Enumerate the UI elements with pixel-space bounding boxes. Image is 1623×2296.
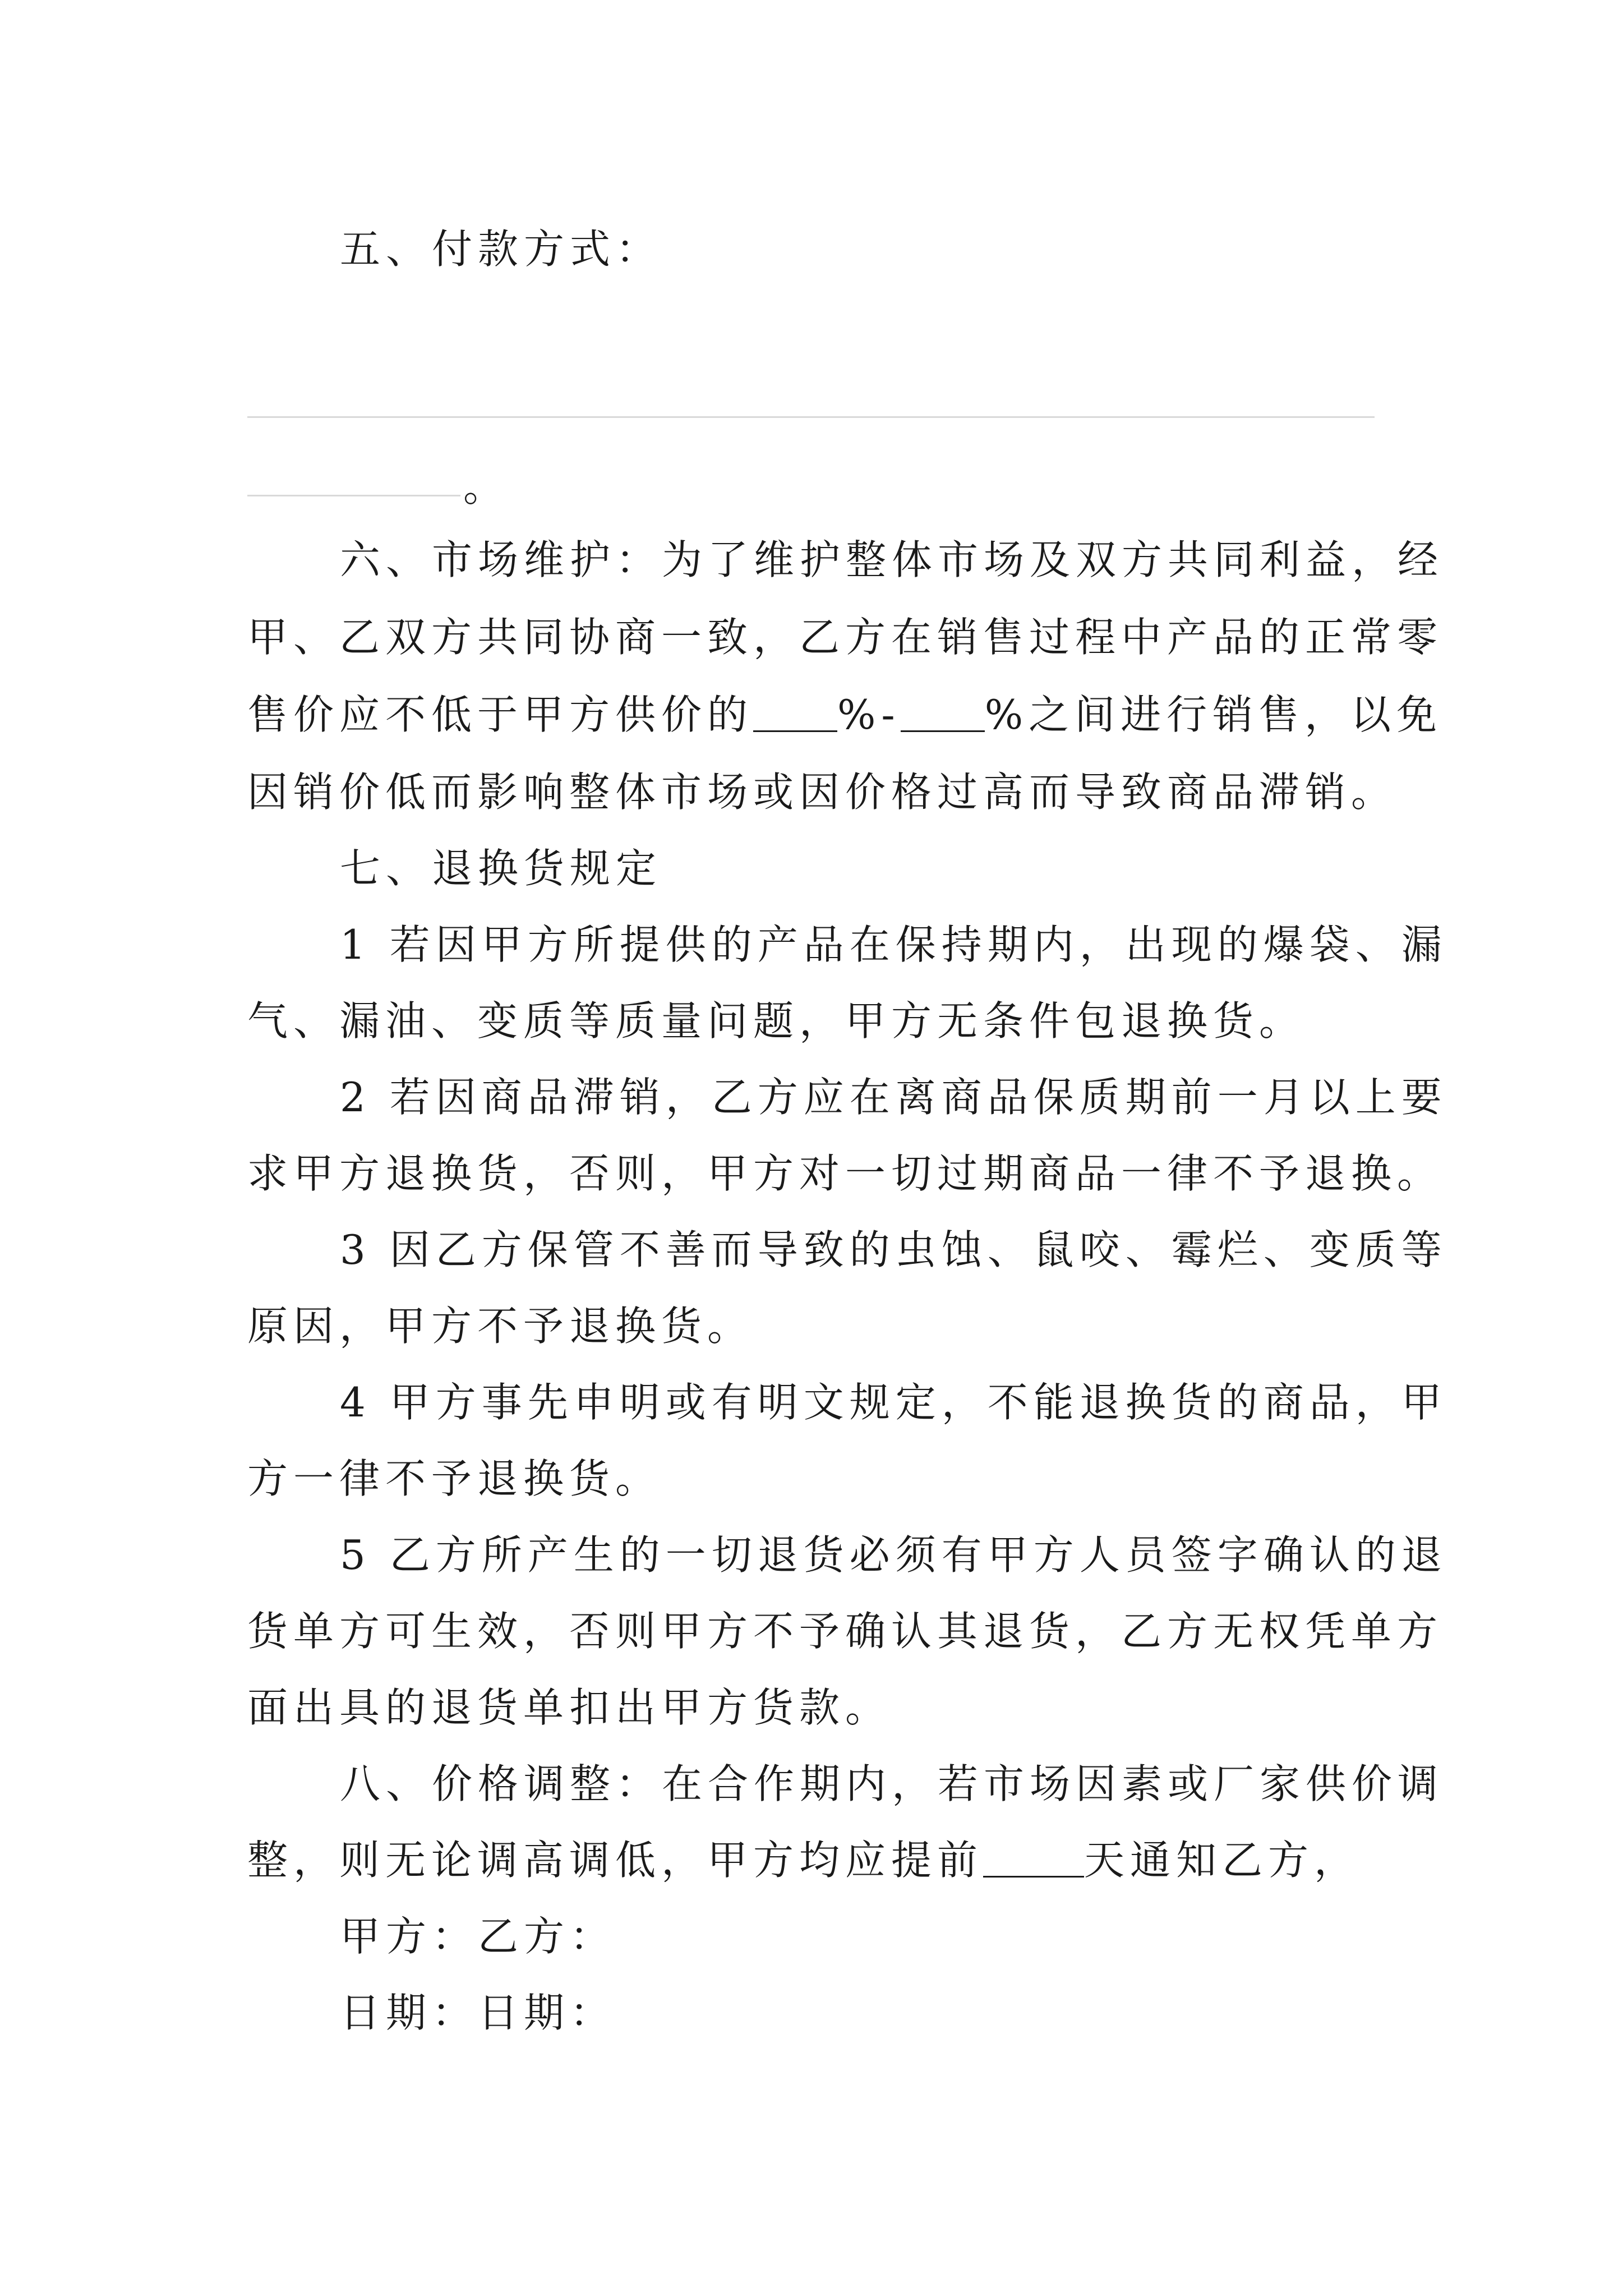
section-8-line-2-a: 整，则无论调高调低，甲方均应提前 bbox=[247, 1837, 984, 1884]
percent-min-blank[interactable] bbox=[753, 690, 837, 732]
section-6-line-1: 六、市场维护：为了维护整体市场及双方共同利益，经 bbox=[340, 536, 1444, 583]
section-7-item-2-line-1: 2 若因商品滞销，乙方应在离商品保质期前一月以上要 bbox=[340, 1074, 1447, 1121]
payment-fill-line bbox=[247, 416, 1375, 418]
section-7-item-3-line-1: 3 因乙方保管不善而导致的虫蚀、鼠咬、霉烂、变质等 bbox=[340, 1226, 1447, 1273]
section-6-line-2: 甲、乙双方共同协商一致，乙方在销售过程中产品的正常零 bbox=[247, 614, 1444, 661]
section-7-item-4-line-2: 方一律不予退换货。 bbox=[247, 1455, 662, 1502]
section-8-line-2-b: 天通知乙方， bbox=[1084, 1837, 1361, 1884]
section-7-item-3-line-2: 原因，甲方不予退换货。 bbox=[247, 1303, 754, 1350]
signature-parties: 甲方：乙方： bbox=[340, 1913, 616, 1960]
percent-max-blank[interactable] bbox=[901, 690, 985, 732]
section-6-line-3-c: %之间进行销售，以免 bbox=[984, 691, 1443, 738]
section-6-line-4: 因销价低而影响整体市场或因价格过高而导致商品滞销。 bbox=[247, 769, 1398, 816]
section-7-item-2-line-2: 求甲方退换货，否则，甲方对一切过期商品一律不予退换。 bbox=[247, 1150, 1444, 1197]
payment-line-end: 。 bbox=[463, 463, 510, 510]
section-7-item-5-line-1: 5 乙方所产生的一切退货必须有甲方人员签字确认的退 bbox=[340, 1531, 1447, 1579]
section-7-item-5-line-2: 货单方可生效，否则甲方不予确认其退货，乙方无权凭单方 bbox=[247, 1608, 1444, 1655]
section-7-item-4-line-1: 4 甲方事先申明或有明文规定，不能退换货的商品，甲 bbox=[340, 1379, 1447, 1426]
notice-days-blank[interactable] bbox=[983, 1835, 1084, 1878]
payment-fill-line-short bbox=[247, 495, 460, 496]
section-7-item-5-line-3: 面出具的退货单扣出甲方货款。 bbox=[247, 1684, 892, 1731]
section-7-item-1-line-1: 1 若因甲方所提供的产品在保持期内，出现的爆袋、漏 bbox=[340, 921, 1447, 968]
section-5-title: 五、付款方式： bbox=[340, 226, 662, 273]
section-7-item-1-line-2: 气、漏油、变质等质量问题，甲方无条件包退换货。 bbox=[247, 997, 1306, 1045]
signature-dates: 日期：日期： bbox=[340, 1989, 616, 2036]
section-8-line-1: 八、价格调整：在合作期内，若市场因素或厂家供价调 bbox=[340, 1760, 1444, 1807]
section-6-line-3-b: %- bbox=[837, 691, 901, 738]
section-6-line-3 bbox=[247, 688, 1442, 742]
section-8-line-2 bbox=[247, 1833, 1360, 1887]
section-7-title: 七、退换货规定 bbox=[340, 845, 662, 892]
section-6-line-3-a: 售价应不低于甲方供价的 bbox=[247, 691, 754, 738]
